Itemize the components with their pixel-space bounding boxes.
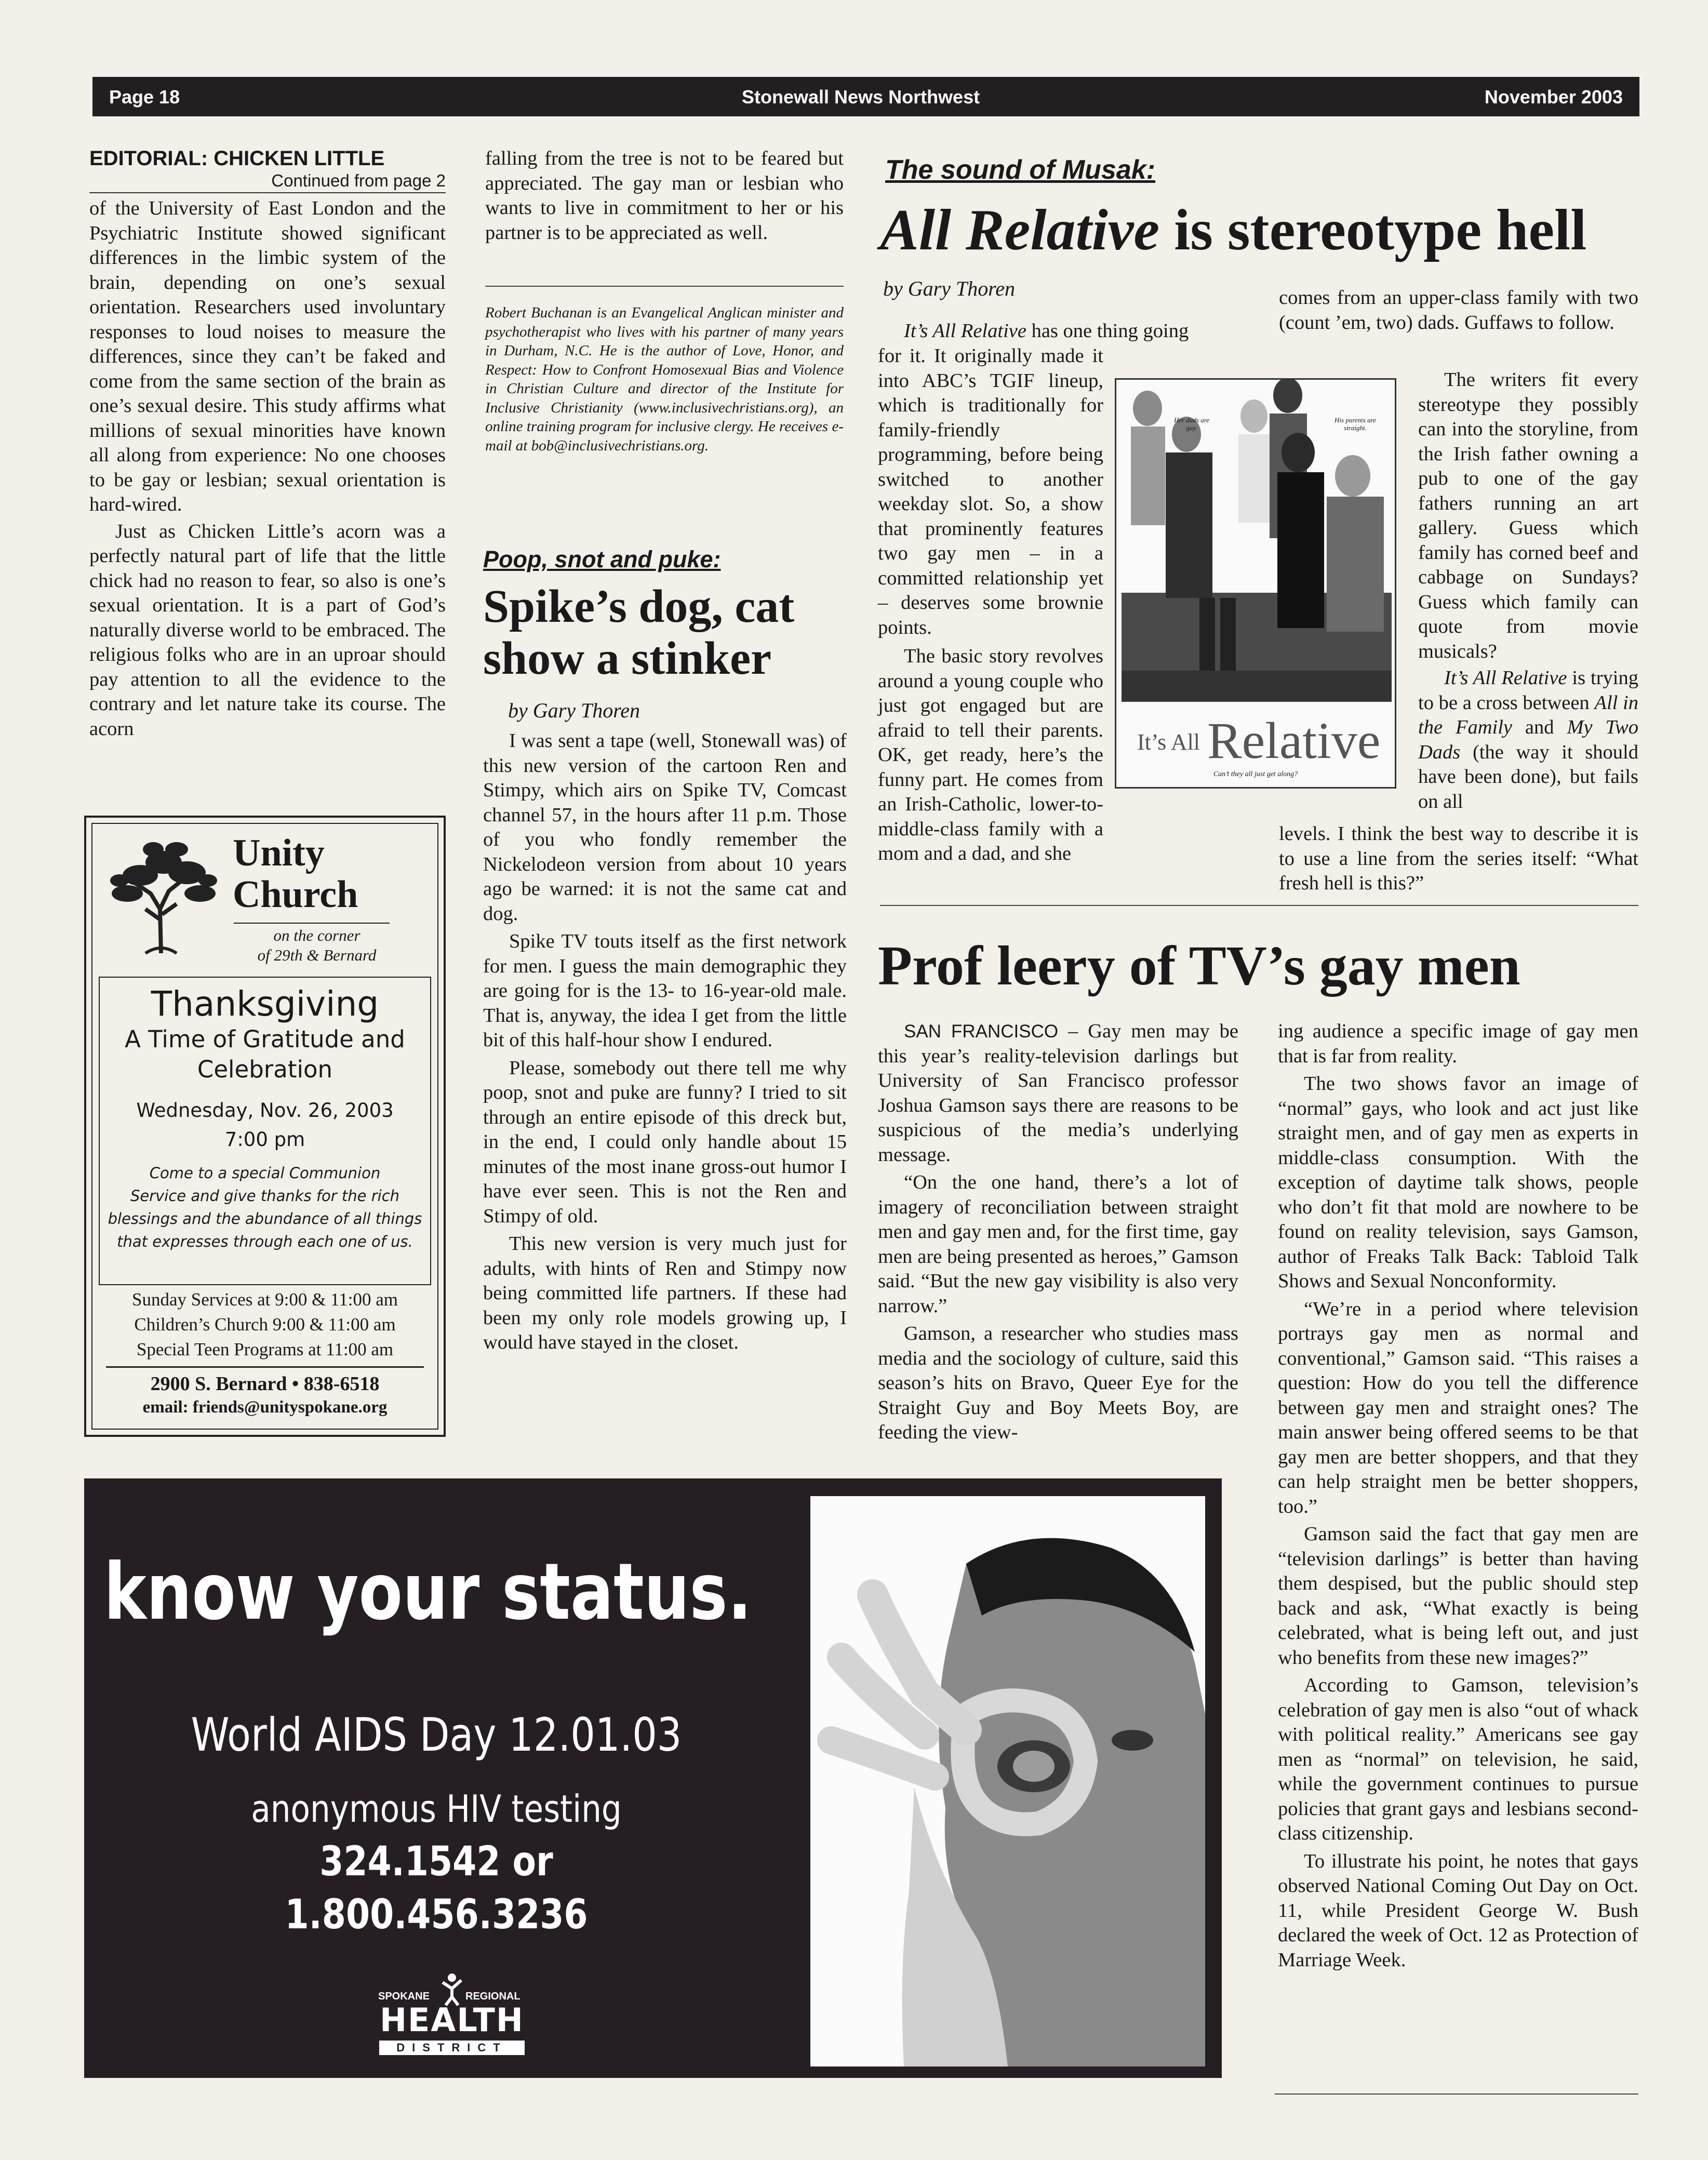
show-tagline: Can’t they all just get along? bbox=[1213, 770, 1298, 778]
logo-regional: REGIONAL bbox=[465, 1991, 521, 2002]
show-title: It’s All Relative bbox=[904, 320, 1026, 342]
ad-testing: anonymous HIV testing bbox=[251, 1787, 622, 1831]
ad-photo bbox=[810, 1496, 1205, 2066]
prof-paragraph: According to Gamson, television’s celebration of gay men is also “out of whack with political reality.” Americans see gay men as “normal” on television, he said, while the government continues to pursue policies that grant gays and lesbians second-class citizenship. bbox=[1278, 1674, 1638, 1844]
relative-col1-top bbox=[878, 319, 1242, 344]
logo-spokane: SPOKANE bbox=[378, 1991, 430, 2002]
church-address: 2900 S. Bernard • 838-6518 bbox=[150, 1373, 380, 1395]
event-subtitle-line2: Celebration bbox=[197, 1056, 333, 1083]
relative-paragraph: The writers fit every stereotype they possibly can into the storyline, from the Irish father owning a pub to one of the gay fathers running an art gallery. Guess which family has corned beef and cabbage on Sundays? Guess which family can quote from movie musicals? bbox=[1418, 369, 1638, 662]
editorial-paragraph: falling from the tree is not to be feared but appreciated. The gay man or lesbian who wants to live in commitment to her or his partner is to be appreciated as well. bbox=[485, 148, 844, 244]
prof-paragraph bbox=[878, 1019, 1238, 1167]
prof-col1 bbox=[878, 1019, 1238, 1445]
church-contact bbox=[99, 1371, 431, 1418]
dateline: SAN FRANCISCO bbox=[904, 1021, 1059, 1042]
event-description bbox=[99, 1162, 431, 1253]
church-name-line2: Church bbox=[233, 873, 358, 916]
relative-paragraph: The basic story revolves around a young couple who just got engaged but are afraid to tell their parents. OK, get ready, here’s the funny part. He comes from an Irish-Catholic, lower-to-middle-class family with a mom and a dad, and she bbox=[878, 645, 1103, 864]
editorial-title: EDITORIAL: CHICKEN LITTLE bbox=[89, 147, 385, 170]
prof-paragraph: Gamson, a researcher who studies mass media and the sociology of culture, said this season’s hits on Bravo, Queer Eye for the Straight Guy and Boy Meets Boy, are feeding the view- bbox=[878, 1323, 1238, 1443]
relative-headline-rest: is stereotype hell bbox=[1159, 198, 1587, 262]
ad-headline: know your status. bbox=[104, 1547, 752, 1637]
editorial-body bbox=[89, 196, 446, 741]
show-title: It’s All Relative bbox=[1444, 667, 1567, 689]
church-location bbox=[208, 926, 426, 965]
event-title: Thanksgiving bbox=[151, 984, 379, 1024]
relative-headline-title: All Relative bbox=[880, 198, 1160, 262]
event-desc-line: Come to a special Communion bbox=[149, 1164, 381, 1182]
relative-paragraph-visible: for it. It originally made it into ABC’s TGIF lineup, which is traditionally for family-friendly programming, before being switched to another weekday slot. So, a show that prominently features two gay men – in a committed relationship yet – deserves some brownie points. bbox=[878, 345, 1103, 638]
location-line2: of 29th & Bernard bbox=[257, 946, 377, 964]
spike-headline-line2: show a stinker bbox=[483, 633, 772, 684]
event-subtitle-line1: A Time of Gratitude and bbox=[125, 1025, 405, 1053]
spike-article bbox=[483, 545, 847, 1355]
section-rule bbox=[880, 905, 1638, 906]
relative-paragraph: comes from an upper-class family with two (count ’em, two) dads. Guffaws to follow. bbox=[1279, 287, 1638, 334]
editorial-paragraph: Just as Chicken Little’s acorn was a perfectly natural part of life that the little chick had no reason to fear, so also is one’s sexual orientation. It is a part of God’s naturally diverse world to be embraced. The religious folks who are in an uproar should pay attention to all the evidence to the contrary and let nature take its course. The acorn bbox=[89, 520, 446, 740]
church-name-rule bbox=[234, 923, 390, 924]
man-ok-gesture-image bbox=[810, 1496, 1205, 2066]
spike-paragraph: Please, somebody out there tell me why poop, snot and puke are funny? I tried to sit through an entire episode of this dreck but, in the end, I could only handle about 15 minutes of the most inane gross-out humor I have ever seen. This is not the Ren and Stimpy of old. bbox=[483, 1057, 847, 1227]
title-rule bbox=[89, 192, 446, 193]
caption-her-dads: Her dads are gay. bbox=[1173, 416, 1210, 432]
relative-byline: by Gary Thoren bbox=[883, 277, 1016, 300]
ad-phone-tollfree: 1.800.456.3236 bbox=[285, 1891, 588, 1938]
relative-col2-top bbox=[1279, 286, 1638, 335]
relative-col2-wrap bbox=[1418, 368, 1638, 814]
spike-kicker: Poop, snot and puke: bbox=[483, 546, 721, 572]
spike-headline bbox=[483, 581, 847, 685]
show-logo-small: It’s All bbox=[1137, 729, 1200, 755]
author-bio bbox=[485, 303, 844, 455]
show-logo-big: Relative bbox=[1207, 712, 1381, 769]
issue-date: November 2003 bbox=[1484, 86, 1623, 108]
ad-event: World AIDS Day 12.01.03 bbox=[191, 1708, 682, 1762]
spike-body bbox=[483, 729, 847, 1355]
prof-paragraph: The two shows favor an image of “normal” gays, who look and act just like straight men, and of gay men as experts in middle-class consumption. With the exception of daytime talk shows, people who don’t fit that mold are nowhere to be found on reality television, says Gamson, author of Freaks Talk Back: Tabloid Talk Shows and Sexual Nonconformity. bbox=[1278, 1073, 1638, 1292]
event-date: Wednesday, Nov. 26, 2003 bbox=[136, 1099, 394, 1122]
church-name-line1: Unity bbox=[233, 832, 325, 874]
health-district-logo bbox=[374, 1973, 530, 2056]
logo-district: DISTRICT bbox=[379, 2041, 525, 2055]
spike-paragraph: I was sent a tape (well, Stonewall was) of this new version of the cartoon Ren and Stimpy, which airs on Spike TV, Comcast channel 57, in the hours after 11 p.m. Those of you who fondly remember the Nickelodeon version from about 10 years ago be warned: it is not the same cat and dog. bbox=[483, 730, 847, 925]
relative-paragraph-end: levels. I think the best way to describe it is to use a line from the series itself: “What fresh hell is this?” bbox=[1279, 823, 1638, 894]
show-promo-photo bbox=[1115, 378, 1396, 789]
relative-kicker: The sound of Musak: bbox=[885, 155, 1155, 185]
page-number: Page 18 bbox=[109, 86, 180, 108]
spike-paragraph: Spike TV touts itself as the first network for men. I guess the main demographic they are going for is the 13- to 16-year-old male. That is, anyway, the idea I get from the little bit of this half-hour show I endured. bbox=[483, 930, 847, 1051]
logo-health: HEALTH bbox=[380, 2001, 524, 2039]
service-times bbox=[99, 1287, 431, 1362]
prof-paragraph: “We’re in a period where television portrays gay men as normal and conventional,” Gamson said. “This raises a question: How do you tell the difference between gay men and straight ones? The main answer being offered seems to be that gay men are better shoppers, and that they can help straight men be better shoppers, too.” bbox=[1278, 1298, 1638, 1517]
tree-icon bbox=[104, 831, 223, 956]
page-header-bar bbox=[92, 77, 1639, 116]
prof-col2 bbox=[1278, 1019, 1638, 1972]
ad-phone-local: 324.1542 or bbox=[319, 1838, 553, 1885]
editorial-column bbox=[89, 146, 446, 741]
event-time: 7:00 pm bbox=[224, 1128, 305, 1151]
prof-paragraph: To illustrate his point, he notes that gays observed National Coming Out Day on Oct. 11, while President George W. Bush declared the week of Oct. 12 as Protection of Marriage Week. bbox=[1278, 1850, 1638, 1971]
church-email: email: friends@unityspokane.org bbox=[142, 1398, 388, 1417]
relative-paragraph: It’s All Relative has one thing going bbox=[904, 320, 1189, 342]
church-name bbox=[233, 832, 430, 915]
relative-col2-bottom bbox=[1279, 822, 1638, 896]
editorial-paragraph: of the University of East London and the Psychiatric Institute showed significant differences in the limbic system of the brain, depending on one’s sexual orientation. Researchers used involuntary responses to loud noises to measure the differences, since they can’t be faked and come from the same section of the brain as one’s sexual desire. This study affirms what millions of sexual minorities have known all along from experience: No one chooses to be gay or lesbian; sexual orientation is hard-wired. bbox=[89, 197, 446, 515]
spike-headline-line1: Spike’s dog, cat bbox=[483, 581, 795, 632]
church-contact-rule bbox=[106, 1366, 424, 1368]
relative-col1-wrap bbox=[878, 344, 1103, 866]
service-line: Children’s Church 9:00 & 11:00 am bbox=[134, 1314, 396, 1335]
prof-paragraph: “On the one hand, there’s a lot of imagery of reconciliation between straight men and gay men and, for the first time, gay men are being presented as heroes,” Gamson said. “But the new gay visibility is also very narrow.” bbox=[878, 1171, 1238, 1317]
prof-paragraph: Gamson said the fact that gay men are “television darlings” is better than having them despised, but the public should step back and ask, “What exactly is being celebrated, what is being left out, and just who benefits from these new images?” bbox=[1278, 1523, 1638, 1669]
service-line: Sunday Services at 9:00 & 11:00 am bbox=[132, 1289, 398, 1310]
event-desc-line: blessings and the abundance of all things bbox=[108, 1210, 422, 1228]
prof-paragraph: ing audience a specific image of gay men that is far from reality. bbox=[1278, 1020, 1638, 1067]
bio-rule bbox=[485, 286, 844, 287]
bottom-rule bbox=[1275, 2094, 1638, 2095]
relative-headline bbox=[880, 196, 1644, 264]
continued-note: Continued from page 2 bbox=[271, 171, 446, 190]
prof-headline: Prof leery of TV’s gay men bbox=[878, 935, 1520, 997]
author-bio-text: Robert Buchanan is an Evangelical Anglican minister and psychotherapist who lives with his partner of many years in Durham, N.C. He is the author of Love, Honor, and Respect: How to Confront Homosexual Bias and Violence in Christian Culture and director of the Institute for Inclusive Christianity (www.inclusivechristians.org), an online training program for inclusive clergy. He receives e-mail at bob@inclusivechristians.org. bbox=[485, 304, 844, 454]
service-line: Special Teen Programs at 11:00 am bbox=[136, 1339, 394, 1359]
event-desc-line: that expresses through each one of us. bbox=[117, 1233, 413, 1250]
event-desc-line: Service and give thanks for the rich bbox=[130, 1187, 400, 1205]
publication-name: Stonewall News Northwest bbox=[742, 86, 980, 108]
location-line1: on the corner bbox=[273, 926, 361, 944]
caption-his-parents: His parents are straight. bbox=[1335, 416, 1376, 432]
editorial-continuation bbox=[485, 146, 844, 245]
spike-byline: by Gary Thoren bbox=[508, 699, 640, 722]
prof-paragraph-text: – Gay men may be this year’s reality-television darlings but University of San Francisco professor Joshua Gamson says there are reasons to be suspicious of the media’s underlying message. bbox=[878, 1020, 1238, 1166]
event-details bbox=[99, 984, 431, 1253]
spike-paragraph: This new version is very much just for adults, with hints of Ren and Stimpy now being committed life partners. If these had been my only role models growing up, I would have stayed in the closet. bbox=[483, 1233, 847, 1353]
relative-paragraph-visible: It’s All Relative is trying to be a cross between All in the Family and My Two Dads (the way it should have been done), but fails on all bbox=[1418, 667, 1639, 812]
